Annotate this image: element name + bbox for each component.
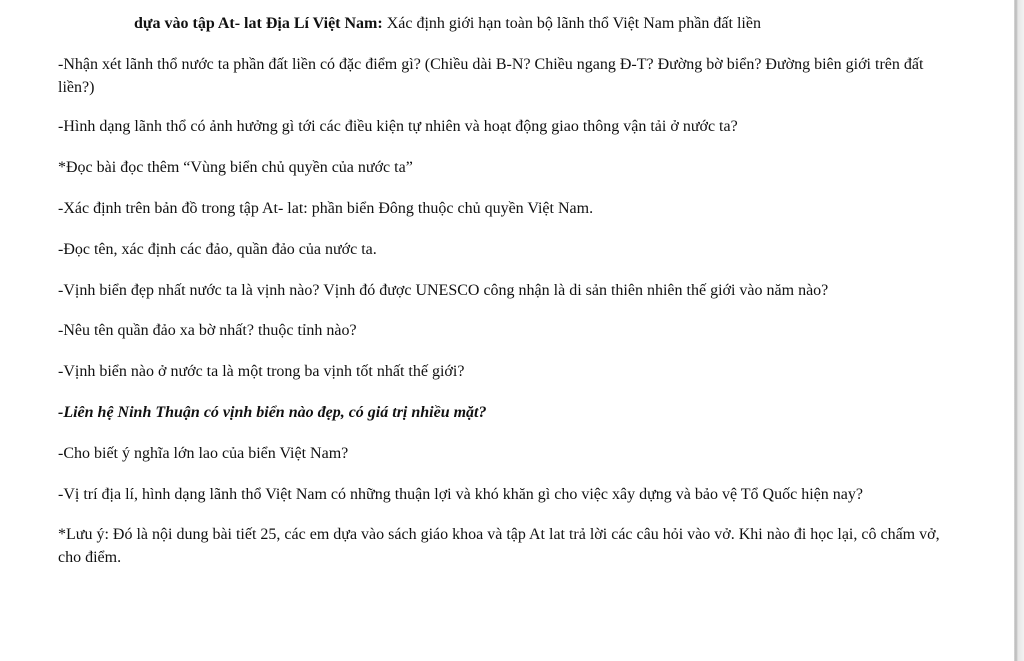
question-8: -Cho biết ý nghĩa lớn lao của biển Việt Nam? bbox=[58, 445, 349, 462]
page-edge-shadow bbox=[1014, 0, 1024, 661]
question-6: -Nêu tên quần đảo xa bờ nhất? thuộc tỉnh nào? bbox=[58, 322, 357, 339]
reading-note: *Đọc bài đọc thêm “Vùng biển chủ quyền của nước ta” bbox=[58, 159, 413, 176]
question-7: -Vịnh biển nào ở nước ta là một trong ba vịnh tốt nhất thế giới? bbox=[58, 363, 465, 380]
question-2: -Hình dạng lãnh thổ có ảnh hưởng gì tới các điều kiện tự nhiên và hoạt động giao thông vận tải ở nước ta? bbox=[58, 118, 738, 135]
question-1: -Nhận xét lãnh thổ nước ta phần đất liền có đặc điểm gì? (Chiều dài B-N? Chiều ngang Đ-T? Đường bờ biển? Đường biên giới trên đất liền?) bbox=[58, 56, 924, 96]
title-rest-part: Xác định giới hạn toàn bộ lãnh thổ Việt Nam phần đất liền bbox=[382, 15, 761, 32]
question-4: -Đọc tên, xác định các đảo, quần đảo của nước ta. bbox=[58, 241, 377, 258]
document-body bbox=[58, 12, 958, 569]
title-bold-part: dựa vào tập At- lat Địa Lí Việt Nam: bbox=[134, 15, 383, 32]
document-title bbox=[134, 12, 958, 35]
question-3: -Xác định trên bản đồ trong tập At- lat: phần biển Đông thuộc chủ quyền Việt Nam. bbox=[58, 200, 594, 217]
closing-note: *Lưu ý: Đó là nội dung bài tiết 25, các em dựa vào sách giáo khoa và tập At lat trả lời các câu hỏi vào vở. Khi nào đi học lại, cô chấm vở, cho điểm. bbox=[58, 526, 940, 566]
question-9: -Vị trí địa lí, hình dạng lãnh thổ Việt Nam có những thuận lợi và khó khăn gì cho việc xây dựng và bảo vệ Tổ Quốc hiện nay? bbox=[58, 486, 863, 503]
question-ninh-thuan: -Liên hệ Ninh Thuận có vịnh biển nào đẹp, có giá trị nhiều mặt? bbox=[58, 404, 487, 421]
question-5: -Vịnh biển đẹp nhất nước ta là vịnh nào? Vịnh đó được UNESCO công nhận là di sản thiên nhiên thế giới vào năm nào? bbox=[58, 282, 829, 299]
